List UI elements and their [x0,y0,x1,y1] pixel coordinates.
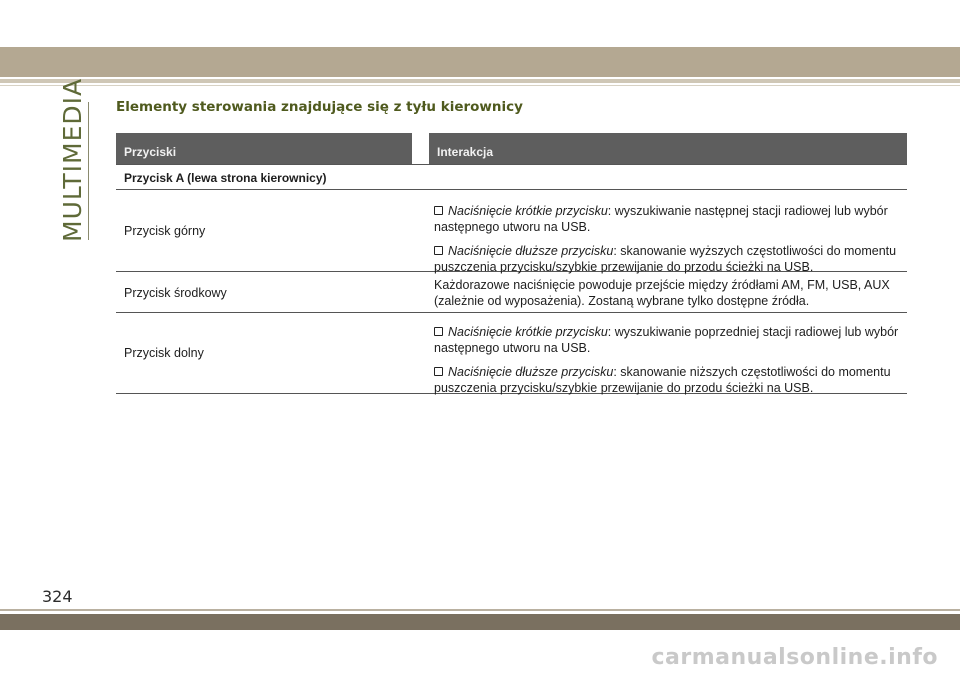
row-button-label: Przycisk dolny [124,346,204,360]
header-label-interaction: Interakcja [437,145,494,159]
footer-band [0,614,960,630]
header-stripe [0,79,960,83]
checkbox-square-icon [434,367,443,376]
side-rule [88,102,89,240]
checkbox-square-icon [434,327,443,336]
checkbox-square-icon [434,206,443,215]
table-row [116,313,907,394]
bullet-lead: Naciśnięcie krótkie przycisku [448,204,608,218]
header-line [0,85,960,86]
row-button-label: Przycisk górny [124,224,206,238]
row-interaction-text: Każdorazowe naciśnięcie powoduje przejście między źródłami AM, FM, USB, AUX (zależnie od wyposażenia). Zostaną wybrane tylko dostępne źródła. [434,278,890,308]
footer-line [0,609,960,611]
checkbox-square-icon [434,246,443,255]
table-row [116,272,907,313]
header-cell-buttons [116,133,412,164]
bullet-lead: Naciśnięcie dłuższe przycisku [448,244,614,258]
bullet-text: : skanowanie niższych częstotliwości do momentu puszczenia przycisku/szybkie przewijanie do przodu ścieżki na USB. [434,365,891,395]
group-label: Przycisk A (lewa strona kierownicy) [124,171,327,185]
watermark[interactable]: carmanualsonline.info [651,645,938,670]
bullet-text: : wyszukiwanie poprzedniej stacji radiowej lub wybór następnego utworu na USB. [434,325,899,355]
row-interaction [434,324,900,404]
controls-table [116,133,907,394]
bullet-item [434,243,900,275]
chapter-side-label: MULTIMEDIA [58,77,87,242]
bullet-item [434,324,900,356]
bullet-lead: Naciśnięcie dłuższe przycisku [448,365,614,379]
row-interaction [434,203,900,283]
bullet-item [434,203,900,235]
page-number: 324 [42,587,73,606]
bullet-text: : skanowanie wyższych częstotliwości do momentu puszczenia przycisku/szybkie przewijanie do przodu ścieżki na USB. [434,244,897,274]
header-label-buttons: Przyciski [124,145,177,159]
table-header [116,133,907,165]
table-row [116,190,907,272]
table-group-row [116,165,907,190]
section-title: Elementy sterowania znajdujące się z tyłu kierownicy [116,99,523,115]
header-band [0,47,960,77]
bullet-item [434,364,900,396]
row-button-label: Przycisk środkowy [124,286,227,300]
bullet-lead: Naciśnięcie krótkie przycisku [448,325,608,339]
header-cell-interaction [429,133,907,164]
bullet-text: : wyszukiwanie następnej stacji radiowej lub wybór następnego utworu na USB. [434,204,888,234]
